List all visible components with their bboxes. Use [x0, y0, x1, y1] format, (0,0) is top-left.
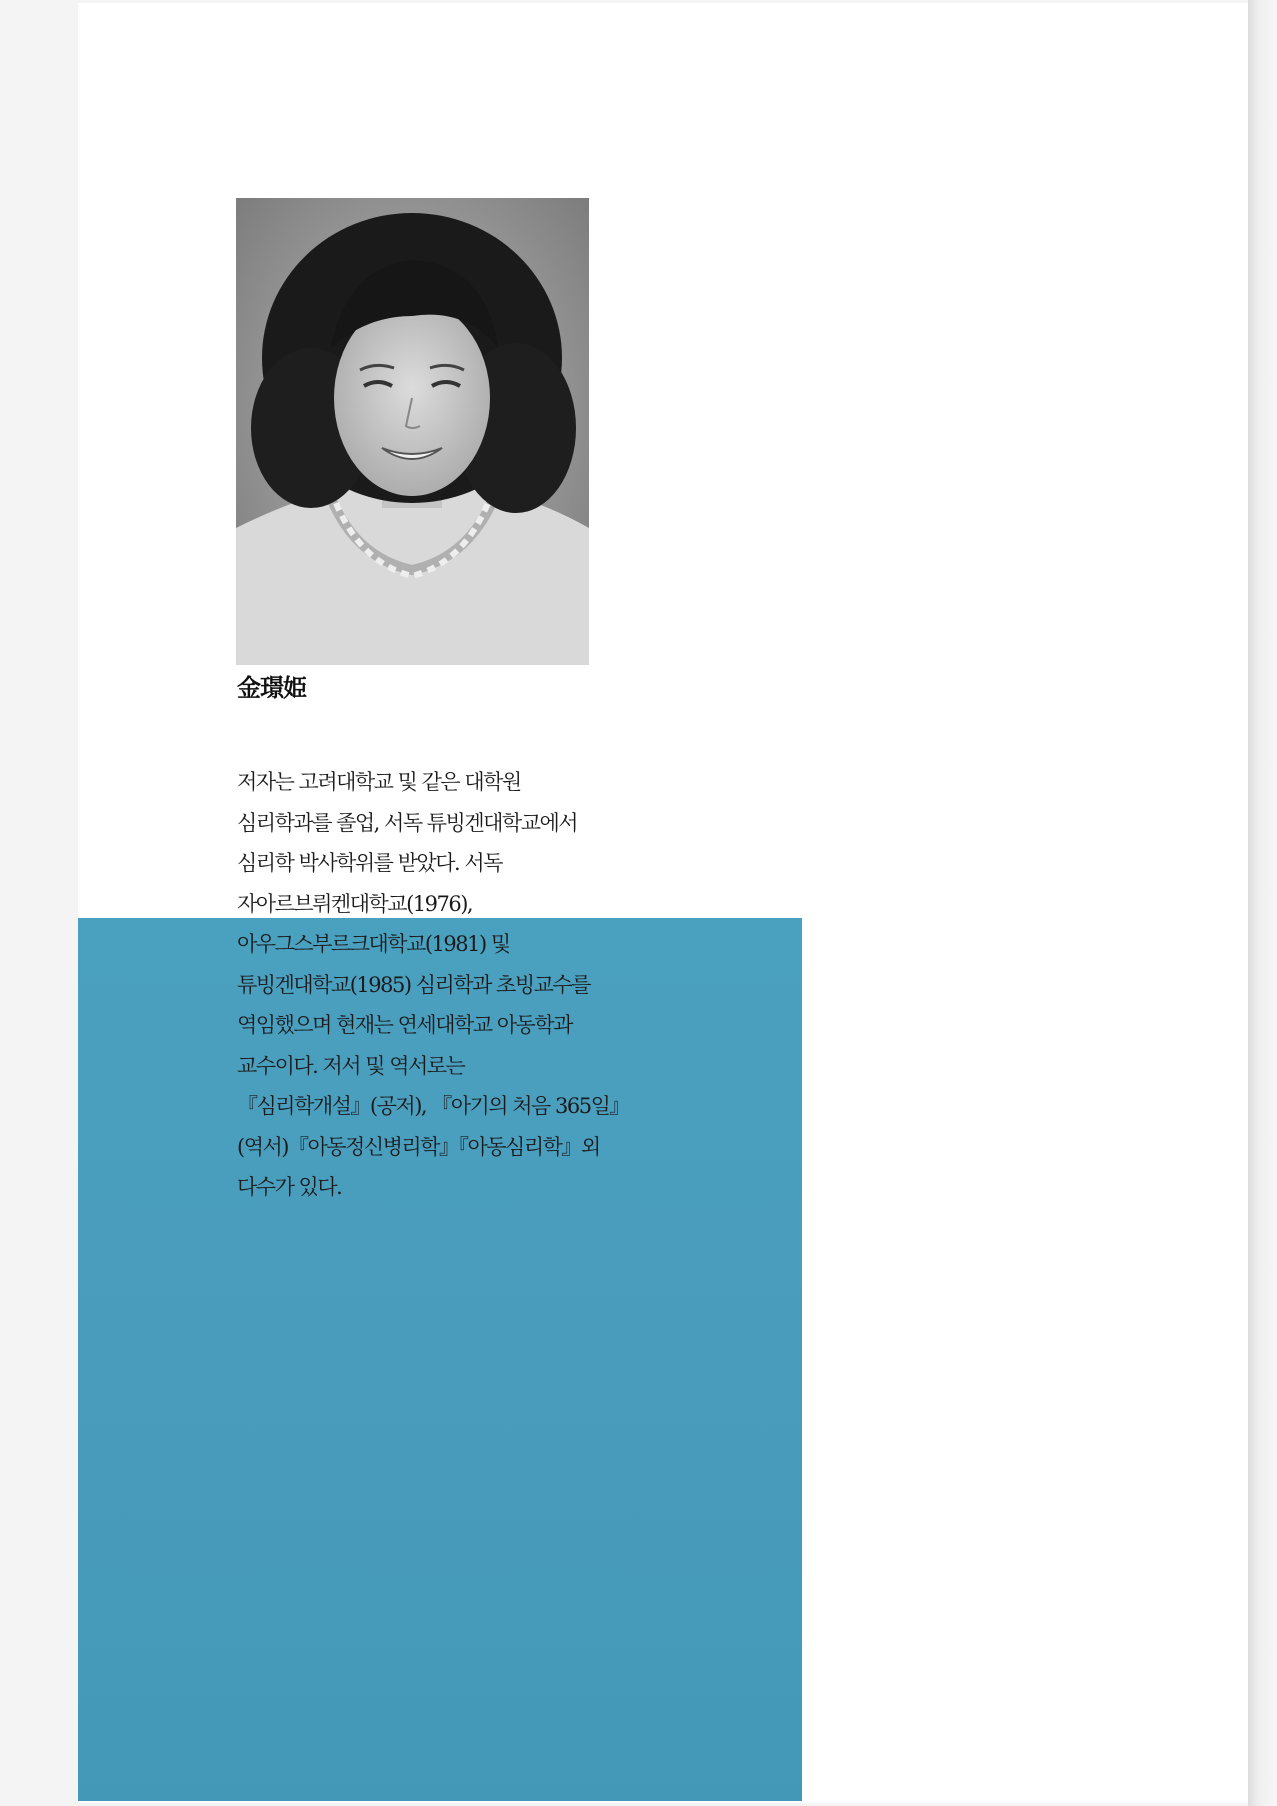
bio-line: (역서)『아동정신병리학』『아동심리학』외 [237, 1134, 600, 1159]
bio-line: 심리학과를 졸업, 서독 튜빙겐대학교에서 [237, 810, 578, 835]
author-name: 金璟姫 [237, 673, 306, 702]
bio-line: 자아르브뤼켄대학교(1976), [237, 891, 473, 916]
bio-line: 『심리학개설』(공저), 『아기의 처음 365일』 [237, 1094, 629, 1118]
bio-line: 다수가 있다. [237, 1175, 342, 1199]
bio-line: 교수이다. 저서 및 역서로는 [237, 1053, 465, 1078]
bio-line: 저자는 고려대학교 및 같은 대학원 [237, 770, 521, 794]
author-bio [237, 762, 657, 1208]
bio-line: 심리학 박사학위를 받았다. 서독 [237, 851, 502, 875]
author-photo [236, 198, 589, 665]
bio-line: 역임했으며 현재는 연세대학교 아동학과 [237, 1013, 572, 1037]
page-edge-shadow [1248, 0, 1277, 1806]
bio-line: 튜빙겐대학교(1985) 심리학과 초빙교수를 [237, 972, 590, 997]
bio-line: 아우그스부르크대학교(1981) 및 [237, 932, 510, 956]
